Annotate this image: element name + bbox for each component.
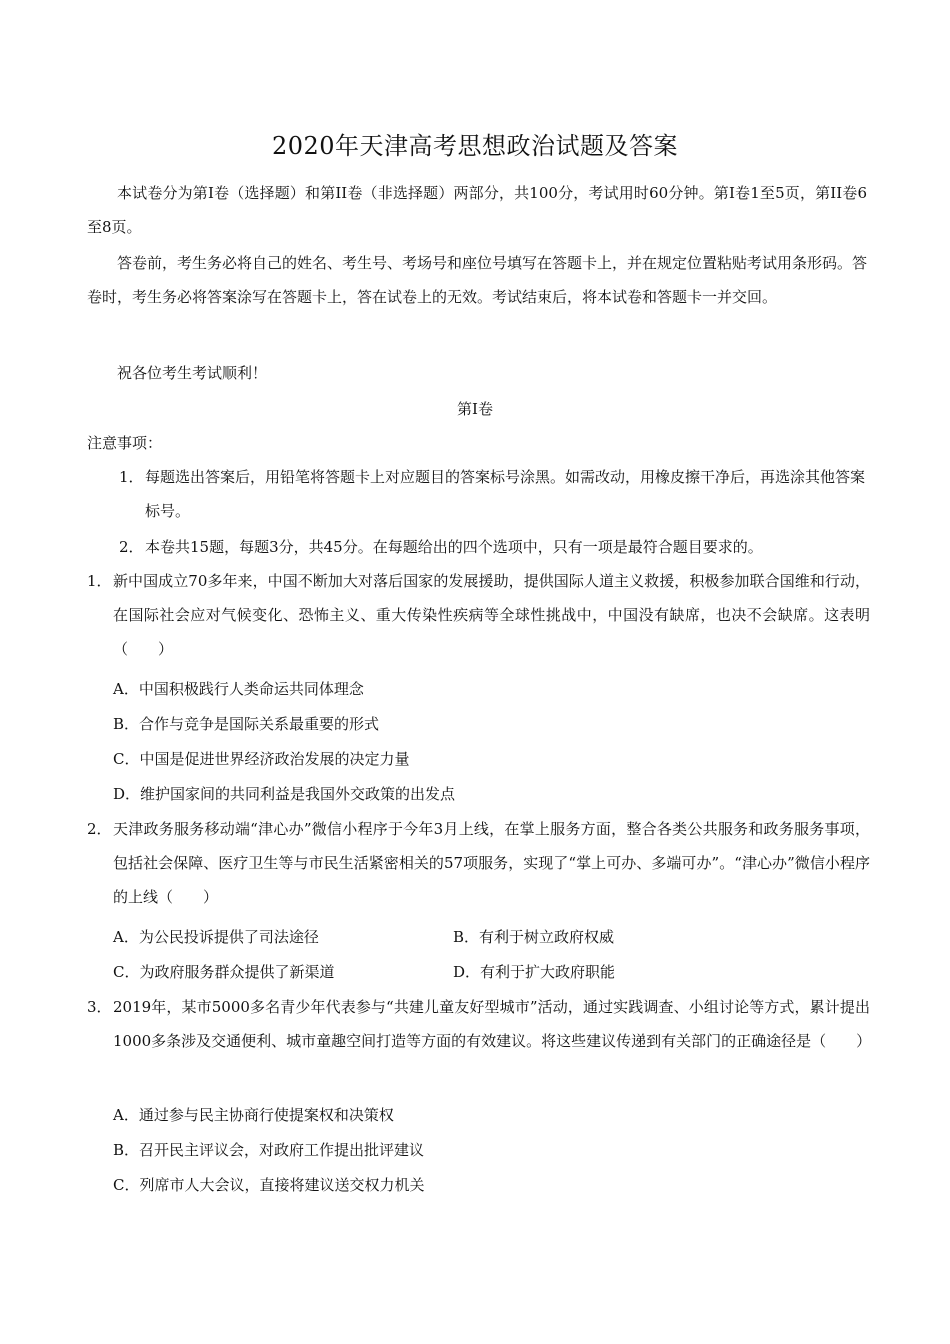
intro-paragraph-2: 答卷前，考生务必将自己的姓名、考生号、考场号和座位号填写在答题卡上，并在规定位置粘贴考试用条形码。答卷时，考生务必将答案涂写在答题卡上，答在试卷上的无效。考试结束后，将本试卷和答题卡一并交回。 [87,254,868,306]
q3-option-c: C．列席市人大会议，直接将建议送交权力机关 [113,1176,425,1194]
note-number: 1． [119,468,144,486]
note-item-2 [119,530,867,564]
q1-option-c: C．中国是促进世界经济政治发展的决定力量 [113,750,410,768]
question-3 [87,990,870,1058]
q2-option-b: B．有利于树立政府权威 [453,928,615,946]
note-item-1 [119,460,867,528]
question-stem: 新中国成立70多年来，中国不断加大对落后国家的发展援助，提供国际人道主义救援，积极参加联合国维和行动，在国际社会应对气候变化、恐怖主义、重大传染性疾病等全球性挑战中，中国没有缺席，也决不会缺席。这表明（ ） [113,572,870,658]
question-number: 1． [87,572,112,590]
note-text: 每题选出答案后，用铅笔将答题卡上对应题目的答案标号涂黑。如需改动，用橡皮擦干净后，再选涂其他答案标号。 [145,468,866,520]
q1-option-d: D．维护国家间的共同利益是我国外交政策的出发点 [113,785,456,803]
question-number: 2． [87,820,112,838]
q3-option-a: A．通过参与民主协商行使提案权和决策权 [113,1106,394,1124]
note-number: 2． [119,538,144,556]
page-title: 2020年天津高考思想政治试题及答案 [271,132,679,160]
section-title: 第I卷 [457,400,493,418]
question-stem: 2019年，某市5000多名青少年代表参与“共建儿童友好型城市”活动，通过实践调查、小组讨论等方式，累计提出1000多条涉及交通便利、城市童趣空间打造等方面的有效建议。将这些建议传递到有关部门的正确途径是（ ） [113,998,872,1050]
q3-option-b: B．召开民主评议会，对政府工作提出批评建议 [113,1141,425,1159]
note-text: 本卷共15题，每题3分，共45分。在每题给出的四个选项中，只有一项是最符合题目要求的。 [145,538,763,556]
question-2 [87,812,870,914]
q1-option-a: A．中国积极践行人类命运共同体理念 [113,680,364,698]
question-1 [87,564,870,666]
notes-heading: 注意事项： [87,434,163,452]
intro-paragraph-3: 祝各位考生考试顺利！ [117,364,268,382]
question-number: 3． [87,998,112,1016]
question-stem: 天津政务服务移动端“津心办”微信小程序于今年3月上线，在掌上服务方面，整合各类公共服务和政务服务事项，包括社会保障、医疗卫生等与市民生活紧密相关的57项服务，实现了“掌上可办、多端可办”。“津心办”微信小程序的上线（ ） [113,820,870,906]
q2-option-d: D．有利于扩大政府职能 [453,963,616,981]
intro-paragraph-1: 本试卷分为第I卷（选择题）和第II卷（非选择题）两部分，共100分，考试用时60分钟。第I卷1至5页，第II卷6至8页。 [87,184,867,236]
q2-option-a: A．为公民投诉提供了司法途径 [113,928,319,946]
q2-option-c: C．为政府服务群众提供了新渠道 [113,963,335,981]
q1-option-b: B．合作与竞争是国际关系最重要的形式 [113,715,380,733]
